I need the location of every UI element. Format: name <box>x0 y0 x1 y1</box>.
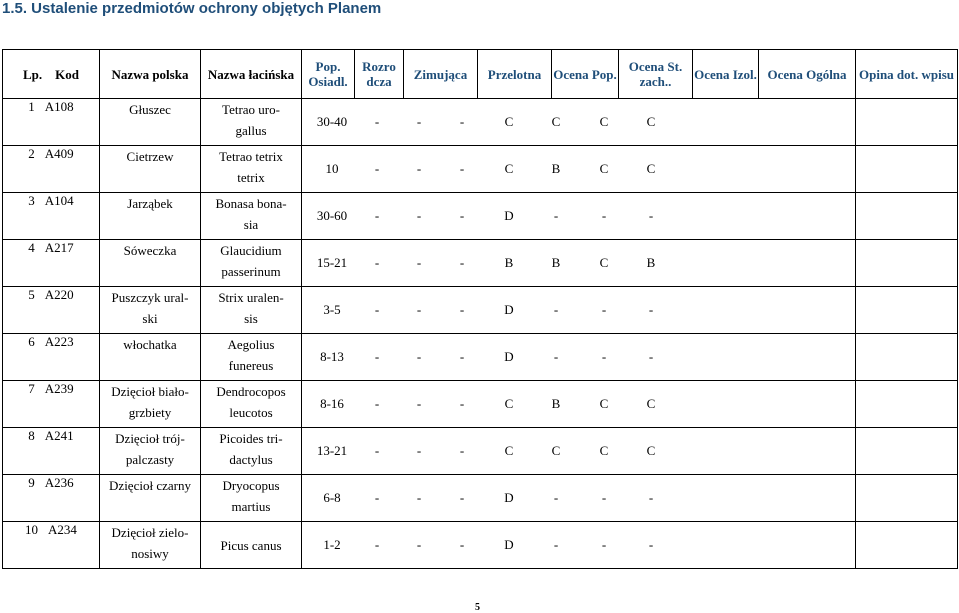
kod: A108 <box>44 99 74 114</box>
value-izol: - <box>601 537 607 552</box>
value-przelotna: - <box>459 114 465 129</box>
value-izol: C <box>599 114 609 129</box>
header-ocena-st-zach: Ocena St. zach.. <box>619 50 693 99</box>
nazwa-lacinska-line1: Tetrao uro- <box>222 102 280 117</box>
lp: 4 <box>28 240 35 255</box>
table-row <box>3 99 958 146</box>
nazwa-polska: Dzięcioł biało-grzbiety <box>100 381 201 428</box>
table-row <box>3 146 958 193</box>
values-cell <box>302 381 856 428</box>
nazwa-lacinska-line2: gallus <box>235 123 267 138</box>
nazwa-lacinska <box>201 240 302 287</box>
nazwa-lacinska-line2: funereus <box>228 358 274 373</box>
values-cell <box>302 522 856 569</box>
lp-kod-cell <box>3 522 100 569</box>
value-zimujaca: - <box>416 443 422 458</box>
table-row <box>3 193 958 240</box>
value-ocena-pop: C <box>504 114 514 129</box>
nazwa-lacinska-line2: tetrix <box>237 170 265 185</box>
section-title: 1.5. Ustalenie przedmiotów ochrony objętych Planem <box>2 0 382 17</box>
value-izol: - <box>601 490 607 505</box>
value-rozrodcza: - <box>374 537 380 552</box>
value-pop: 3-5 <box>323 302 341 317</box>
opina-cell <box>856 334 958 381</box>
nazwa-polska: Głuszec <box>100 99 201 146</box>
header-przelotna: Przelotna <box>478 50 552 99</box>
nazwa-lacinska-line1: Bonasa bona- <box>215 196 287 211</box>
nazwa-lacinska-line1: Dryocopus <box>222 478 280 493</box>
value-zimujaca: - <box>416 396 422 411</box>
nazwa-lacinska-line2: passerinum <box>221 264 281 279</box>
opina-cell <box>856 522 958 569</box>
value-st-zach: - <box>553 302 559 317</box>
lp: 10 <box>25 522 39 537</box>
value-izol: - <box>601 302 607 317</box>
value-zimujaca: - <box>416 490 422 505</box>
opina-cell <box>856 193 958 240</box>
value-ocena-pop: D <box>504 349 514 364</box>
kod: A236 <box>44 475 74 490</box>
value-izol: - <box>601 208 607 223</box>
nazwa-polska: włochatka <box>100 334 201 381</box>
value-ocena-pop: C <box>504 161 514 176</box>
values-cell <box>302 146 856 193</box>
header-ocena-ogolna: Ocena Ogólna <box>759 50 856 99</box>
nazwa-lacinska <box>201 522 302 569</box>
value-zimujaca: - <box>416 161 422 176</box>
lp-kod-cell <box>3 240 100 287</box>
value-ogolna: - <box>648 302 654 317</box>
value-zimujaca: - <box>416 349 422 364</box>
values-cell <box>302 475 856 522</box>
table-row <box>3 287 958 334</box>
value-st-zach: B <box>551 396 561 411</box>
opina-cell <box>856 475 958 522</box>
lp-kod-cell <box>3 334 100 381</box>
lp-kod-cell <box>3 381 100 428</box>
value-ogolna: - <box>648 490 654 505</box>
header-ocena-izol: Ocena Izol. <box>693 50 759 99</box>
value-st-zach: B <box>551 161 561 176</box>
values-cell <box>302 240 856 287</box>
lp-kod-cell <box>3 475 100 522</box>
nazwa-lacinska <box>201 334 302 381</box>
nazwa-lacinska-line2: dactylus <box>229 452 273 467</box>
nazwa-lacinska <box>201 381 302 428</box>
nazwa-lacinska-line1: Glaucidium <box>220 243 282 258</box>
lp-kod-cell <box>3 146 100 193</box>
lp: 6 <box>28 334 35 349</box>
value-zimujaca: - <box>416 302 422 317</box>
value-st-zach: - <box>553 537 559 552</box>
value-st-zach: B <box>551 255 561 270</box>
nazwa-lacinska-line2: martius <box>231 499 271 514</box>
nazwa-polska: Sóweczka <box>100 240 201 287</box>
values-cell <box>302 334 856 381</box>
nazwa-polska: Puszczyk ural-ski <box>100 287 201 334</box>
value-pop: 30-60 <box>316 208 348 223</box>
nazwa-lacinska-line1: Picoides tri- <box>219 431 283 446</box>
value-ocena-pop: D <box>504 537 514 552</box>
nazwa-lacinska <box>201 475 302 522</box>
header-lp-kod: Lp. Kod <box>3 50 100 99</box>
value-ocena-pop: C <box>504 396 514 411</box>
nazwa-lacinska-line1: Tetrao tetrix <box>219 149 283 164</box>
value-ogolna: B <box>646 255 656 270</box>
opina-cell <box>856 287 958 334</box>
opina-cell <box>856 99 958 146</box>
value-rozrodcza: - <box>374 114 380 129</box>
value-zimujaca: - <box>416 208 422 223</box>
value-izol: C <box>599 396 609 411</box>
value-ogolna: C <box>646 443 656 458</box>
values-cell <box>302 287 856 334</box>
value-pop: 6-8 <box>323 490 341 505</box>
header-pop-osiadl: Pop. Osiadl. <box>302 50 355 99</box>
nazwa-lacinska-line2: sia <box>243 217 259 232</box>
value-ogolna: - <box>648 208 654 223</box>
value-pop: 1-2 <box>323 537 341 552</box>
value-zimujaca: - <box>416 114 422 129</box>
value-izol: C <box>599 161 609 176</box>
protected-species-table <box>2 49 958 569</box>
value-zimujaca: - <box>416 255 422 270</box>
lp-kod-cell <box>3 428 100 475</box>
nazwa-lacinska <box>201 193 302 240</box>
value-st-zach: C <box>551 114 561 129</box>
opina-cell <box>856 428 958 475</box>
lp: 5 <box>28 287 35 302</box>
value-przelotna: - <box>459 208 465 223</box>
kod: A220 <box>44 287 74 302</box>
value-izol: - <box>601 349 607 364</box>
kod: A239 <box>44 381 74 396</box>
nazwa-lacinska-line2: leucotos <box>229 405 273 420</box>
nazwa-lacinska <box>201 99 302 146</box>
kod: A223 <box>44 334 74 349</box>
value-st-zach: - <box>553 208 559 223</box>
lp: 2 <box>28 146 35 161</box>
kod: A104 <box>44 193 74 208</box>
value-ogolna: - <box>648 537 654 552</box>
value-przelotna: - <box>459 349 465 364</box>
kod: A234 <box>48 522 77 537</box>
header-nazwa-lacinska: Nazwa łacińska <box>201 50 302 99</box>
nazwa-lacinska <box>201 146 302 193</box>
value-przelotna: - <box>459 443 465 458</box>
value-rozrodcza: - <box>374 208 380 223</box>
value-przelotna: - <box>459 396 465 411</box>
value-ocena-pop: D <box>504 302 514 317</box>
nazwa-lacinska-line1: Picus canus <box>220 537 282 553</box>
value-pop: 10 <box>325 161 339 176</box>
nazwa-polska: Dzięcioł trój-palczasty <box>100 428 201 475</box>
value-przelotna: - <box>459 302 465 317</box>
value-przelotna: - <box>459 161 465 176</box>
lp: 8 <box>28 428 35 443</box>
kod: A217 <box>44 240 74 255</box>
value-st-zach: - <box>553 349 559 364</box>
lp-kod-cell <box>3 287 100 334</box>
header-opina-dot-wpisu: Opina dot. wpisu <box>856 50 958 99</box>
value-ogolna: C <box>646 161 656 176</box>
value-ocena-pop: C <box>504 443 514 458</box>
lp-kod-cell <box>3 99 100 146</box>
value-rozrodcza: - <box>374 349 380 364</box>
nazwa-polska: Jarząbek <box>100 193 201 240</box>
value-pop: 13-21 <box>316 443 348 458</box>
header-row <box>3 50 958 99</box>
value-ogolna: C <box>646 396 656 411</box>
nazwa-polska: Cietrzew <box>100 146 201 193</box>
value-ocena-pop: D <box>504 208 514 223</box>
value-pop: 8-13 <box>320 349 344 364</box>
lp: 7 <box>28 381 35 396</box>
value-rozrodcza: - <box>374 490 380 505</box>
header-nazwa-polska: Nazwa polska <box>100 50 201 99</box>
opina-cell <box>856 381 958 428</box>
value-st-zach: C <box>551 443 561 458</box>
table-row <box>3 381 958 428</box>
value-przelotna: - <box>459 537 465 552</box>
header-rozrodcza: Rozro dcza <box>355 50 404 99</box>
value-przelotna: - <box>459 490 465 505</box>
value-ocena-pop: D <box>504 490 514 505</box>
nazwa-lacinska-line1: Aegolius <box>227 337 275 352</box>
table-row <box>3 240 958 287</box>
opina-cell <box>856 146 958 193</box>
value-pop: 30-40 <box>316 114 348 129</box>
nazwa-lacinska-line1: Strix uralen- <box>218 290 284 305</box>
page-number: 5 <box>475 602 480 613</box>
value-izol: C <box>599 255 609 270</box>
table-row <box>3 522 958 569</box>
value-pop: 15-21 <box>316 255 348 270</box>
nazwa-lacinska <box>201 287 302 334</box>
value-izol: C <box>599 443 609 458</box>
nazwa-polska: Dzięcioł czarny <box>100 475 201 522</box>
opina-cell <box>856 240 958 287</box>
table-row <box>3 334 958 381</box>
nazwa-lacinska-line2: sis <box>244 311 258 326</box>
lp-kod-cell <box>3 193 100 240</box>
nazwa-lacinska-line1: Dendrocopos <box>216 384 286 399</box>
value-zimujaca: - <box>416 537 422 552</box>
value-ocena-pop: B <box>504 255 514 270</box>
values-cell <box>302 99 856 146</box>
lp: 3 <box>28 193 35 208</box>
table-row <box>3 428 958 475</box>
kod: A241 <box>44 428 74 443</box>
value-ogolna: C <box>646 114 656 129</box>
lp: 1 <box>28 99 35 114</box>
value-pop: 8-16 <box>320 396 344 411</box>
values-cell <box>302 428 856 475</box>
nazwa-polska: Dzięcioł zielo-nosiwy <box>100 522 201 569</box>
value-rozrodcza: - <box>374 255 380 270</box>
value-ogolna: - <box>648 349 654 364</box>
value-rozrodcza: - <box>374 302 380 317</box>
value-przelotna: - <box>459 255 465 270</box>
nazwa-lacinska <box>201 428 302 475</box>
value-rozrodcza: - <box>374 396 380 411</box>
lp: 9 <box>28 475 35 490</box>
table-row <box>3 475 958 522</box>
header-zimujaca: Zimująca <box>404 50 478 99</box>
value-rozrodcza: - <box>374 443 380 458</box>
value-rozrodcza: - <box>374 161 380 176</box>
kod: A409 <box>44 146 74 161</box>
values-cell <box>302 193 856 240</box>
header-ocena-pop: Ocena Pop. <box>552 50 619 99</box>
value-st-zach: - <box>553 490 559 505</box>
